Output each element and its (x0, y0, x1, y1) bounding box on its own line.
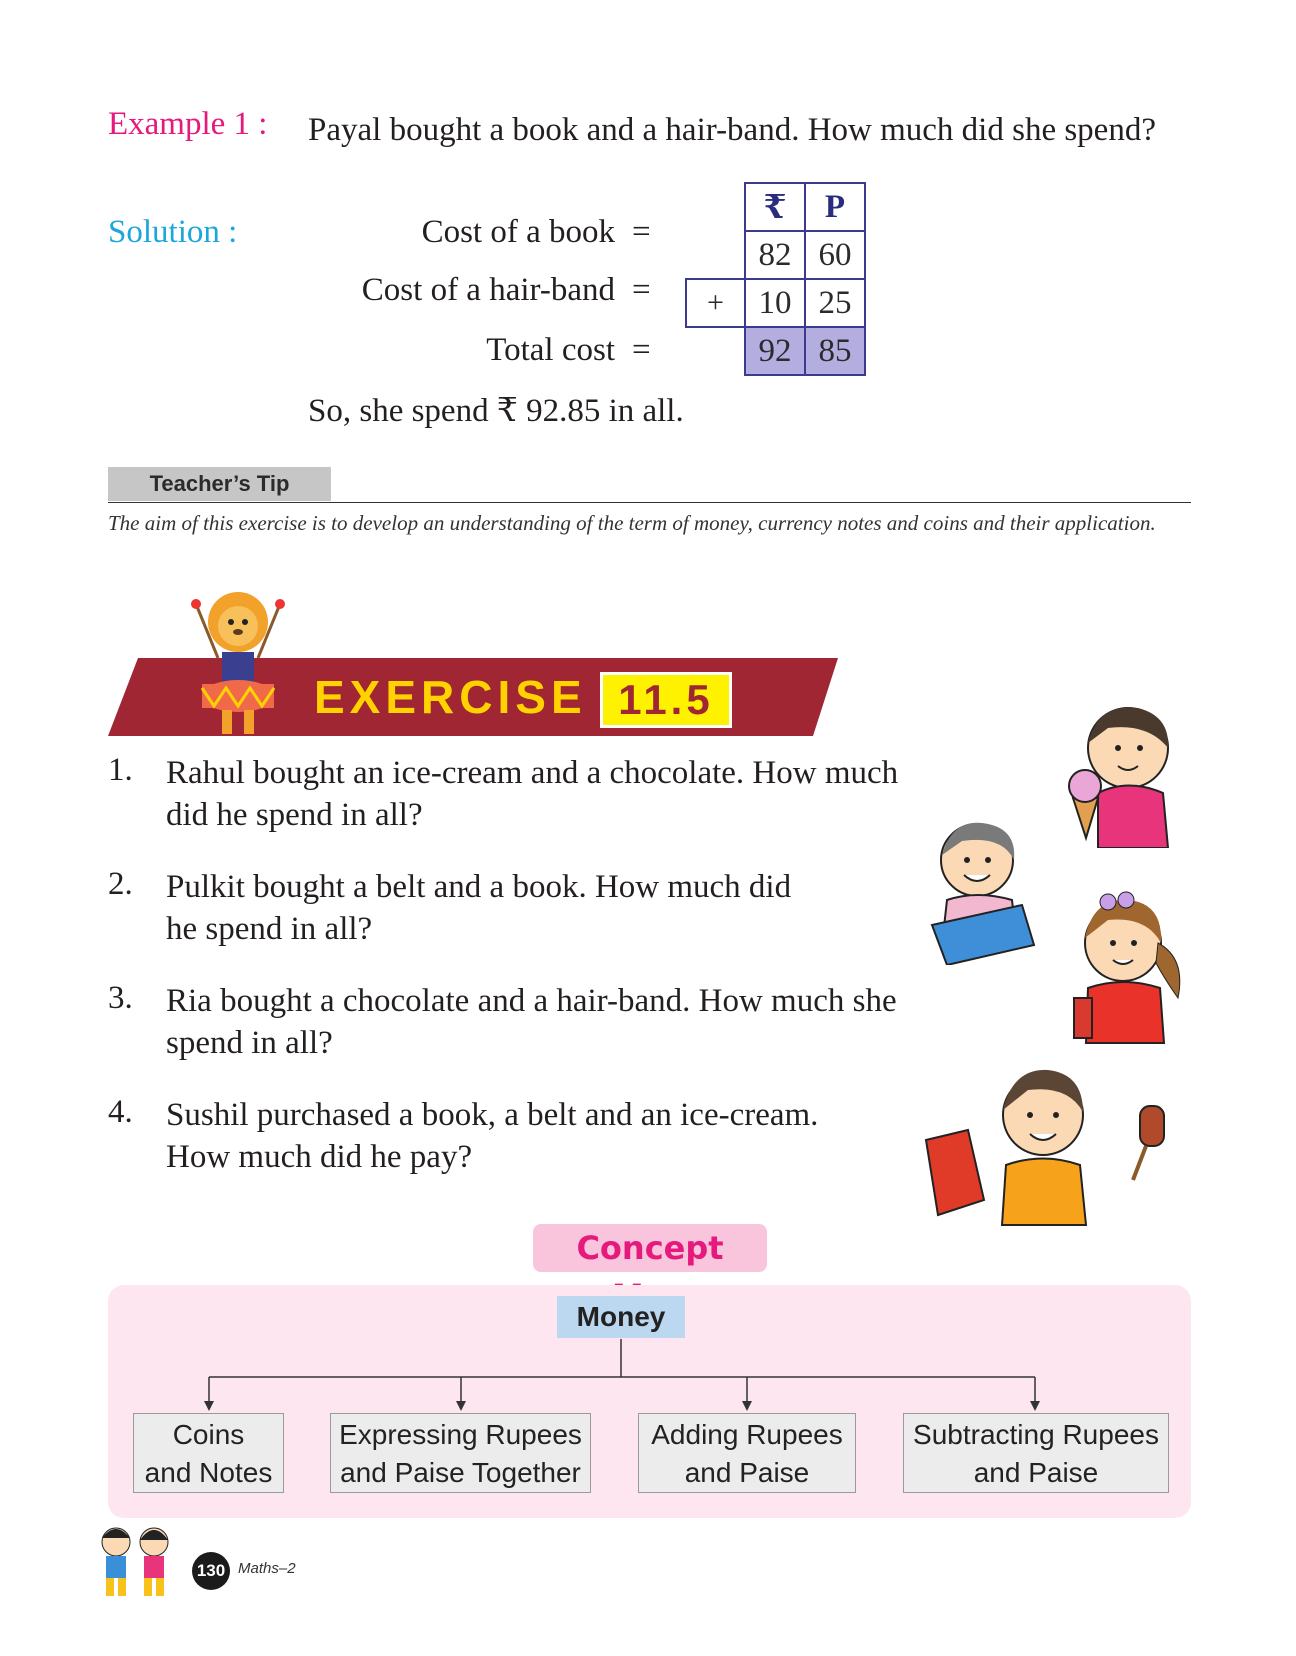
question-1 (166, 752, 898, 836)
node-line: and Paise Together (340, 1457, 581, 1488)
question-line: he spend in all? (166, 911, 373, 947)
example-conclusion: So, she spend ₹ 92.85 in all. (308, 393, 684, 429)
question-line: Sushil purchased a book, a belt and an ice-cream. (166, 1097, 819, 1133)
hairband-paise: 25 (805, 279, 865, 327)
node-line: Expressing Rupees (339, 1419, 582, 1450)
concept-node-coins-notes (133, 1413, 284, 1493)
table-blank-cell (686, 231, 745, 279)
solution-label: Solution : (108, 214, 238, 250)
girl-with-chocolate-icon (1068, 888, 1188, 1048)
node-line: and Paise (973, 1457, 1099, 1488)
lion-drummer-icon (188, 588, 288, 738)
rupee-header: ₹ (745, 183, 805, 231)
total-paise: 85 (805, 327, 865, 375)
question-number: 3. (108, 980, 133, 1016)
hairband-rupees: 10 (745, 279, 805, 327)
question-number: 4. (108, 1094, 133, 1130)
question-line: Ria bought a chocolate and a hair-band. How much she (166, 983, 897, 1019)
total-rupees: 92 (745, 327, 805, 375)
concept-node-expressing (330, 1413, 591, 1493)
example-question: Payal bought a book and a hair-band. How much did she spend? (308, 112, 1156, 148)
money-addition-table (685, 182, 866, 376)
question-number: 2. (108, 866, 133, 902)
example-label: Example 1 : (108, 106, 268, 142)
cost-book-label: Cost of a book (421, 214, 615, 250)
boy-with-book-and-icecream-icon (918, 1060, 1168, 1230)
boy-with-book-icon (922, 815, 1042, 965)
node-line: Adding Rupees (651, 1419, 843, 1450)
question-line: Rahul bought an ice-cream and a chocolate. How much (166, 755, 899, 791)
concept-node-subtracting (903, 1413, 1169, 1493)
node-line: Coins (172, 1419, 245, 1450)
teachers-tip-text: The aim of this exercise is to develop an understanding of the term of money, currency notes and coins and their application. (108, 511, 1156, 535)
exercise-number: 11.5 (600, 672, 732, 728)
question-line: Pulkit bought a belt and a book. How much did (166, 869, 792, 905)
plus-sign: + (686, 279, 745, 327)
concept-map-root: Money (557, 1296, 685, 1338)
book-paise: 60 (805, 231, 865, 279)
table-blank-cell (686, 327, 745, 375)
page-number: 130 (192, 1552, 230, 1590)
teachers-tip-title: Teacher’s Tip (108, 467, 331, 501)
question-line: spend in all? (166, 1025, 333, 1061)
question-3 (166, 980, 897, 1064)
kids-mascot-icon (86, 1520, 186, 1600)
node-line: Subtracting Rupees (913, 1419, 1159, 1450)
cost-hairband-label: Cost of a hair-band (361, 272, 615, 308)
question-line: did he spend in all? (166, 797, 423, 833)
question-2 (166, 866, 791, 950)
concept-node-adding (638, 1413, 856, 1493)
question-number: 1. (108, 752, 133, 788)
boy-with-icecream-icon (1058, 698, 1178, 848)
tip-divider (108, 502, 1191, 503)
node-line: and Notes (144, 1457, 273, 1488)
total-cost-label: Total cost (486, 332, 615, 368)
question-4 (166, 1094, 818, 1178)
concept-map-title: Concept (533, 1224, 767, 1272)
equals-sign: = (632, 332, 651, 368)
node-line: and Paise (684, 1457, 810, 1488)
question-line: How much did he pay? (166, 1139, 473, 1175)
book-name: Maths–2 (238, 1560, 296, 1577)
book-rupees: 82 (745, 231, 805, 279)
table-blank-cell (686, 183, 745, 231)
paise-header: P (805, 183, 865, 231)
equals-sign: = (632, 272, 651, 308)
exercise-title: EXERCISE (314, 671, 587, 723)
equals-sign: = (632, 214, 651, 250)
